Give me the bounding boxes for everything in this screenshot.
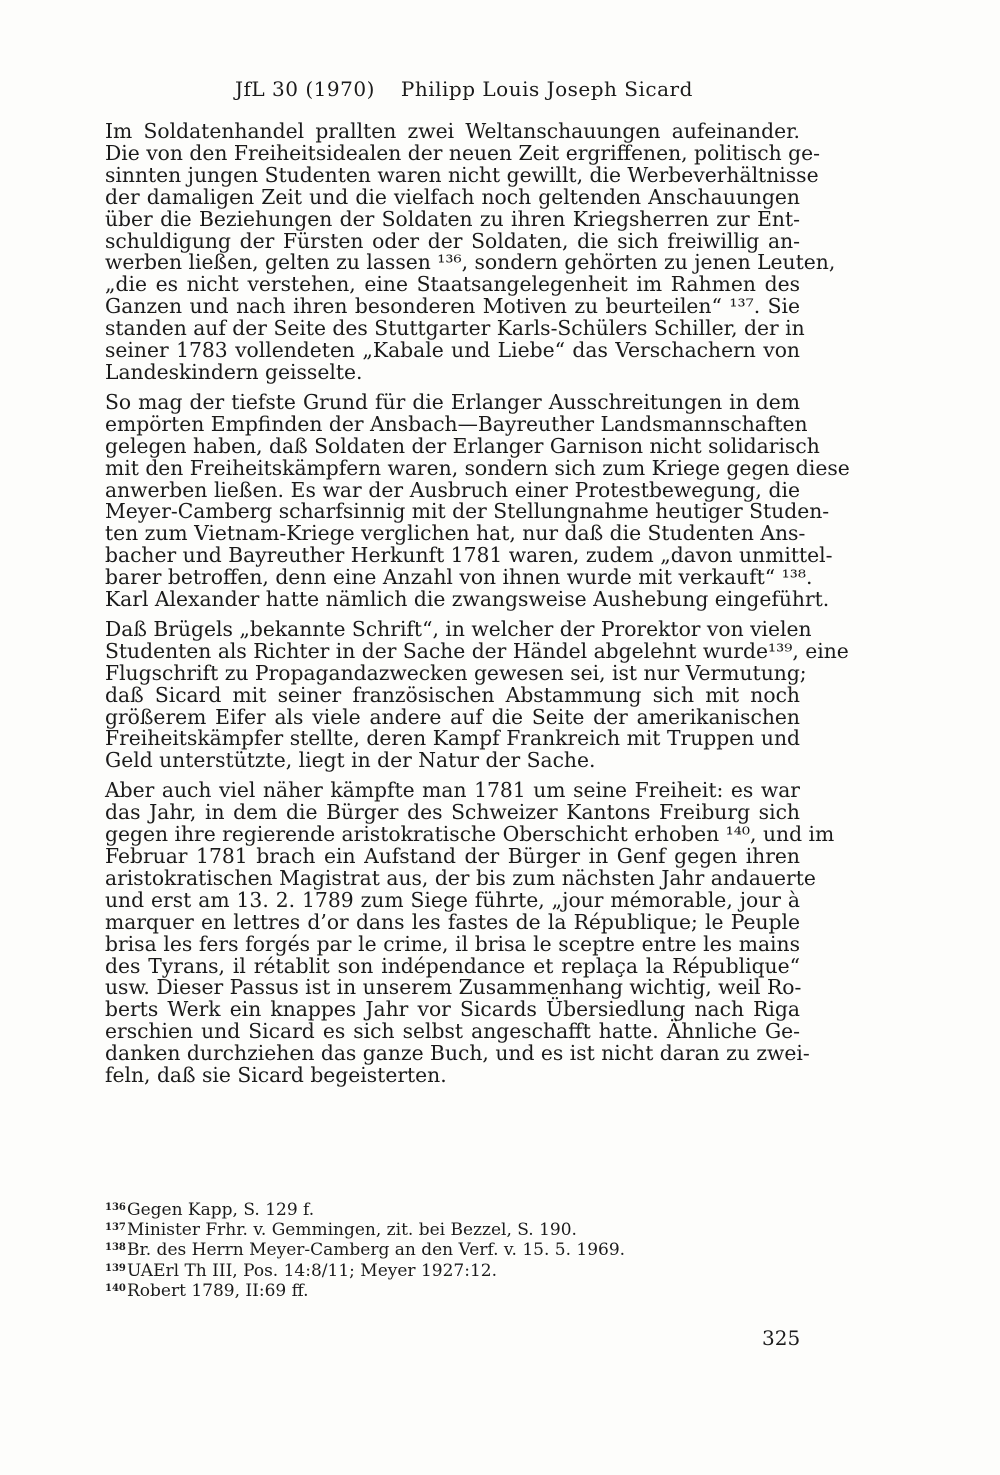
text-line: mit den Freiheitskämpfern waren, sondern sich zum Kriege gegen diese [105, 455, 850, 480]
text-line: Freiheitskämpfer stellte, deren Kampf Frankreich mit Truppen und [105, 726, 800, 751]
text-line: Karl Alexander hatte nämlich die zwangsweise Aushebung eingeführt. [105, 587, 830, 612]
text-line: erschien und Sicard es sich selbst angeschafft hatte. Ähnliche Ge- [105, 1019, 800, 1044]
footnote-text: Br. des Herrn Meyer-Camberg an den Verf. v. 15. 5. 1969. [127, 1240, 626, 1261]
text-line: werben ließen, gelten zu lassen ¹³⁶, sondern gehörten zu jenen Leuten, [105, 250, 836, 275]
text-line: Ganzen und nach ihren besonderen Motiven zu beurteilen“ ¹³⁷. Sie [105, 294, 800, 319]
text-line: daß Sicard mit seiner französischen Abstammung sich mit noch [105, 682, 800, 707]
footnote-text: Minister Frhr. v. Gemmingen, zit. bei Bezzel, S. 190. [127, 1220, 577, 1241]
text-line: Geld unterstützte, liegt in der Natur der Sache. [105, 748, 596, 773]
journal-reference: JfL 30 (1970) [235, 77, 375, 101]
paragraph [84, 119, 836, 384]
text-line: marquer en lettres d’or dans les fastes de la République; le Peuple [105, 909, 800, 934]
text-line: Flugschrift zu Propagandazwecken gewesen sei, ist nur Vermutung; [105, 660, 807, 685]
footnote-number: 140 [105, 1282, 126, 1294]
footnote-text: Robert 1789, II:69 ff. [127, 1280, 309, 1301]
footnote [105, 1260, 705, 1280]
footnote-number: 137 [105, 1222, 126, 1234]
footnote-number: 136 [105, 1202, 126, 1213]
text-line: über die Beziehungen der Soldaten zu ihren Kriegsherren zur Ent- [105, 206, 800, 231]
text-line: feln, daß sie Sicard begeisterten. [105, 1063, 447, 1088]
footnote [105, 1199, 705, 1219]
text-line: der damaligen Zeit und die vielfach noch geltenden Anschauungen [105, 184, 800, 209]
text-line: bacher und Bayreuther Herkunft 1781 waren, zudem „davon unmittel- [105, 543, 833, 568]
text-line: gelegen haben, daß Soldaten der Erlanger Garnison nicht solidarisch [105, 433, 820, 458]
text-line: Februar 1781 brach ein Aufstand der Bürger in Genf gegen ihren [105, 844, 800, 868]
text-line: standen auf der Seite des Stuttgarter Karls-Schülers Schiller, der in [105, 316, 805, 341]
text-line: und erst am 13. 2. 1789 zum Siege führte, „jour mémorable, jour à [105, 887, 800, 912]
paragraph [84, 616, 849, 773]
footnote-number: 138 [105, 1242, 126, 1254]
text-line: aristokratischen Magistrat aus, der bis zum nächsten Jahr andauerte [105, 865, 816, 890]
text-line: gegen ihre regierende aristokratische Oberschicht erhoben ¹⁴⁰, und im [105, 822, 835, 847]
text-line: brisa les fers forgés par le crime, il brisa le sceptre entre les mains [105, 931, 800, 956]
footnote-number: 139 [105, 1262, 126, 1274]
text-line: das Jahr, in dem die Bürger des Schweizer Kantons Freiburg sich [105, 800, 800, 825]
text-line: Meyer-Camberg scharfsinnig mit der Stellungnahme heutiger Studen- [105, 499, 830, 524]
text-line: „die es nicht verstehen, eine Staatsangelegenheit im Rahmen des [105, 272, 800, 297]
text-line: danken durchziehen das ganze Buch, und es ist nicht daran zu zwei- [105, 1041, 810, 1066]
text-line: Studenten als Richter in der Sache der Händel abgelehnt wurde¹³⁹, eine [105, 638, 849, 663]
text-line: barer betroffen, denn eine Anzahl von ihnen wurde mit verkauft“ ¹³⁸. [105, 565, 813, 590]
text-line: seiner 1783 vollendeten „Kabale und Liebe“ das Verschachern von [105, 338, 800, 363]
text-line: So mag der tiefste Grund für die Erlanger Ausschreitungen in dem [105, 389, 800, 414]
footnote [105, 1219, 705, 1239]
body-text [84, 119, 850, 1095]
text-line: Landeskindern geisselte. [105, 359, 363, 384]
running-header [235, 77, 735, 101]
footnote-text: Gegen Kapp, S. 129 f. [127, 1200, 315, 1220]
text-line: Die von den Freiheitsidealen der neuen Zeit ergriffenen, politisch ge- [105, 140, 820, 165]
footnote-text: UAErl Th III, Pos. 14:8/11; Meyer 1927:12. [127, 1260, 497, 1281]
paragraph [84, 778, 835, 1088]
text-line: Daß Brügels „bekannte Schrift“, in welcher der Prorektor von vielen [105, 616, 812, 641]
text-line: Aber auch viel näher kämpfte man 1781 um seine Freiheit: es war [105, 778, 800, 803]
text-line: berts Werk ein knappes Jahr vor Sicards Übersiedlung nach Riga [105, 997, 800, 1022]
text-line: schuldigung der Fürsten oder der Soldaten, die sich freiwillig an- [105, 228, 800, 253]
text-line: empörten Empfinden der Ansbach—Bayreuther Landsmannschaften [105, 411, 808, 436]
text-line: des Tyrans, il rétablit son indépendance et replaça la République“ [105, 953, 800, 978]
text-line: ten zum Vietnam-Kriege verglichen hat, nur daß die Studenten Ans- [105, 521, 806, 546]
footnote [105, 1280, 705, 1300]
text-line: größerem Eifer als viele andere auf die Seite der amerikanischen [105, 704, 800, 729]
paragraph [84, 389, 850, 612]
article-title: Philipp Louis Joseph Sicard [400, 77, 693, 101]
text-line: usw. Dieser Passus ist in unserem Zusammenhang wichtig, weil Ro- [105, 975, 802, 1000]
text-line: Im Soldatenhandel prallten zwei Weltanschauungen aufeinander. [105, 119, 800, 143]
text-line: anwerben ließen. Es war der Ausbruch einer Protestbewegung, die [105, 477, 800, 502]
text-line: sinnten jungen Studenten waren nicht gewillt, die Werbeverhältnisse [105, 162, 819, 187]
page-number: 325 [762, 1326, 801, 1350]
footnotes [105, 1199, 705, 1300]
footnote [105, 1239, 705, 1259]
